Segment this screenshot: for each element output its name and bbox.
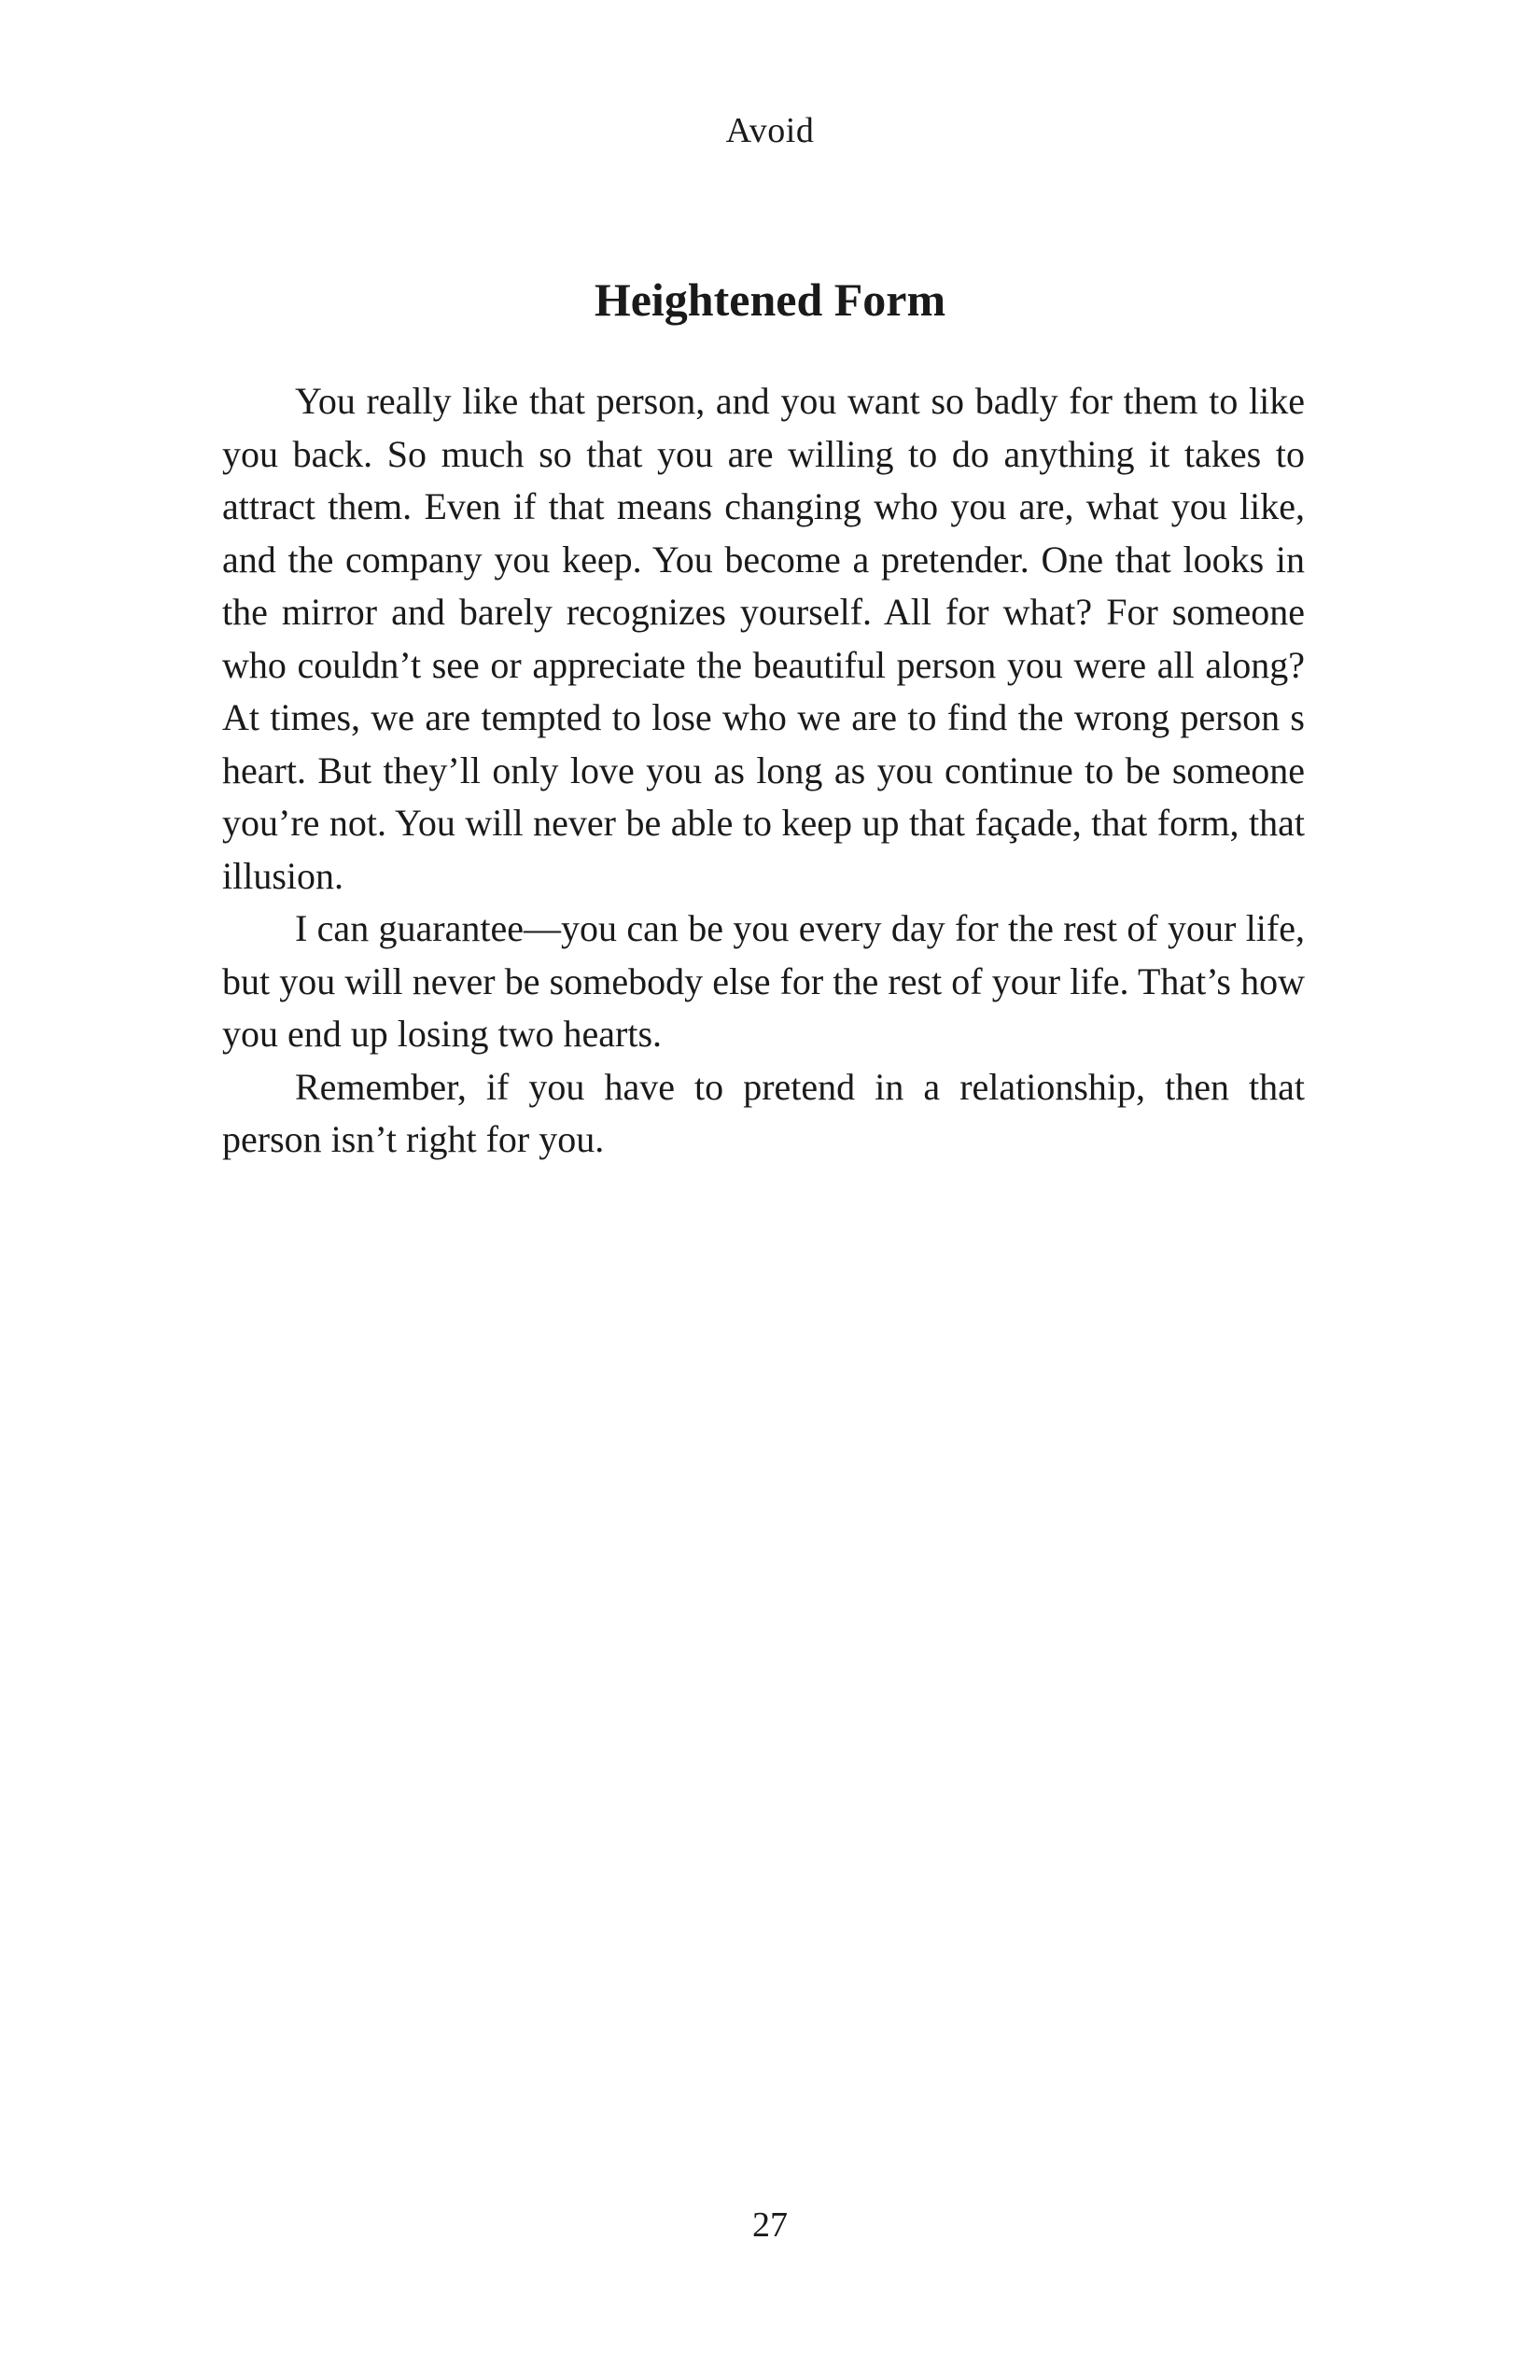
section-title: Heightened Form [594,273,946,326]
running-header: Avoid [725,111,815,150]
page-number: 27 [752,2205,788,2245]
paragraph: You really like that person, and you want so badly for them to like you back. So much so that you are willing to do anything it takes to attract them. Even if that means changing who you are, what you like, and the company you keep. You become a pretender. One that looks in the mirror and barely recognizes yourself. All for what? For someone who couldn’t see or appreciate the beautiful person you were all along? At times, we are tempted to lose who we are to find the wrong person s heart. But they’ll only love you as long as you continue to be someone you’re not. You will never be able to keep up that façade, that form, that illusion. [222,380,1305,897]
paragraph: Remember, if you have to pretend in a relationship, then that person isn’t right for you. [222,1065,1305,1160]
body-text [222,375,1305,1167]
paragraph: I can guarantee—you can be you every day for the rest of your life, but you will never be somebody else for the rest of your life. That’s how you end up losing two hearts. [222,907,1305,1055]
